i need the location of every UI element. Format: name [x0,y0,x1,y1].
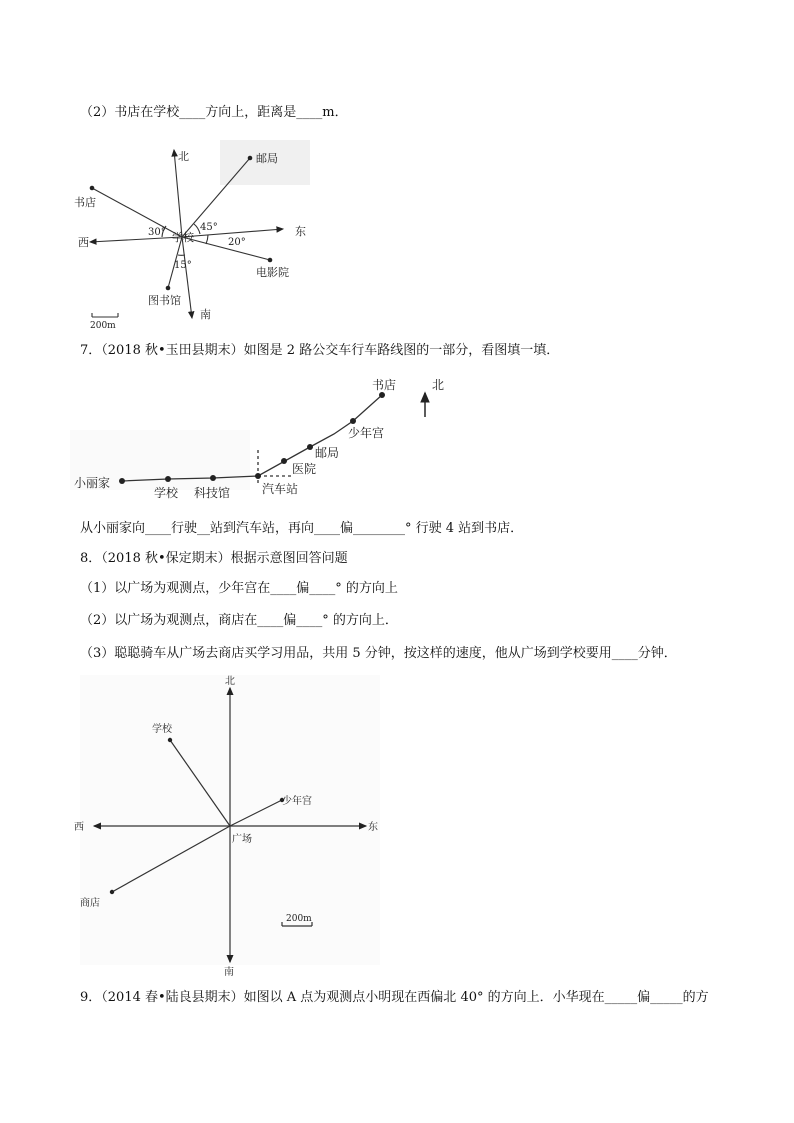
youth-palace-label: 少年宫 [282,796,312,807]
sci-museum-dot [210,475,216,481]
north-label: 北 [225,676,235,687]
youth-palace-label: 少年宫 [348,426,385,440]
q7-text: 从小丽家向____行驶__站到汽车站，再向____偏________° 行驶 4 站到书店． [80,521,524,536]
q8-part3: （3）聪聪骑车从广场去商店买学习用品，共用 5 分钟，按这样的速度，他从广场到学校要用____分钟． [80,646,677,661]
school-label: 学校 [154,486,179,500]
cinema-dot [268,258,273,263]
bookstore-dot [90,186,95,191]
library-label: 图书馆 [148,294,181,307]
line-to-bookstore [92,188,182,237]
line-to-cinema [182,237,270,260]
post-office-dot [307,444,313,450]
home-dot [119,478,125,484]
west-label: 西 [74,822,84,833]
q7-title: 7．（2018 秋•玉田县期末）如图是 2 路公交车行车路线图的一部分，看图填一填． [80,343,560,358]
figure-bus-route [70,375,445,500]
bookstore-dot [379,392,385,398]
west-label: 西 [78,236,89,249]
post-office-label: 邮局 [315,446,340,460]
q9-text: 9．（2014 春•陆良县期末）如图以 A 点为观测点小明现在西偏北 40° 的方向上．小华现在_____偏_____的方 [80,990,709,1005]
school-dot [168,738,172,742]
shop-label: 商店 [80,898,100,909]
north-label: 北 [178,150,189,163]
angle-45-label: 45° [200,222,218,233]
figure-plaza-directions [70,670,390,980]
north-label: 北 [432,378,445,392]
library-dot [166,286,171,291]
arc-20 [206,235,208,244]
cinema-label: 电影院 [256,266,289,279]
south-label: 南 [224,967,234,978]
east-axis [182,229,283,237]
sci-museum-label: 科技馆 [194,486,231,500]
center-label: 广场 [232,834,252,845]
post-office-dot [248,156,253,161]
angle-30-label: 30° [148,227,166,238]
bus-station-label: 汽车站 [262,482,299,496]
scale-label: 200m [286,914,312,924]
figure-school-directions [70,140,315,330]
angle-15-label: 15° [174,260,192,271]
center-label: 学校 [172,231,194,244]
scale-label: 200m [90,321,116,331]
south-label: 南 [200,308,211,321]
bookstore-label: 书店 [74,196,96,209]
q8-part2: （2）以广场为观测点，商店在____偏____° 的方向上． [80,613,398,628]
q8-part1: （1）以广场为观测点，少年宫在____偏____° 的方向上 [80,581,398,596]
angle-20-label: 20° [228,237,246,248]
east-label: 东 [295,225,306,238]
hospital-dot [281,458,287,464]
shop-dot [110,890,114,894]
west-axis [90,237,182,242]
youth-palace-dot [350,418,356,424]
home-label: 小丽家 [74,476,111,490]
q8-title: 8．（2018 秋•保定期末）根据示意图回答问题 [80,551,348,566]
north-axis [174,150,182,237]
q6-part2-text: （2）书店在学校____方向上，距离是____m． [80,105,348,120]
post-office-label: 邮局 [256,152,278,165]
east-label: 东 [368,822,378,833]
south-axis [182,237,192,318]
hospital-label: 医院 [292,462,317,476]
school-dot [165,476,171,482]
bus-station-dot [255,473,261,479]
bookstore-label: 书店 [372,378,397,392]
school-label: 学校 [152,724,172,735]
